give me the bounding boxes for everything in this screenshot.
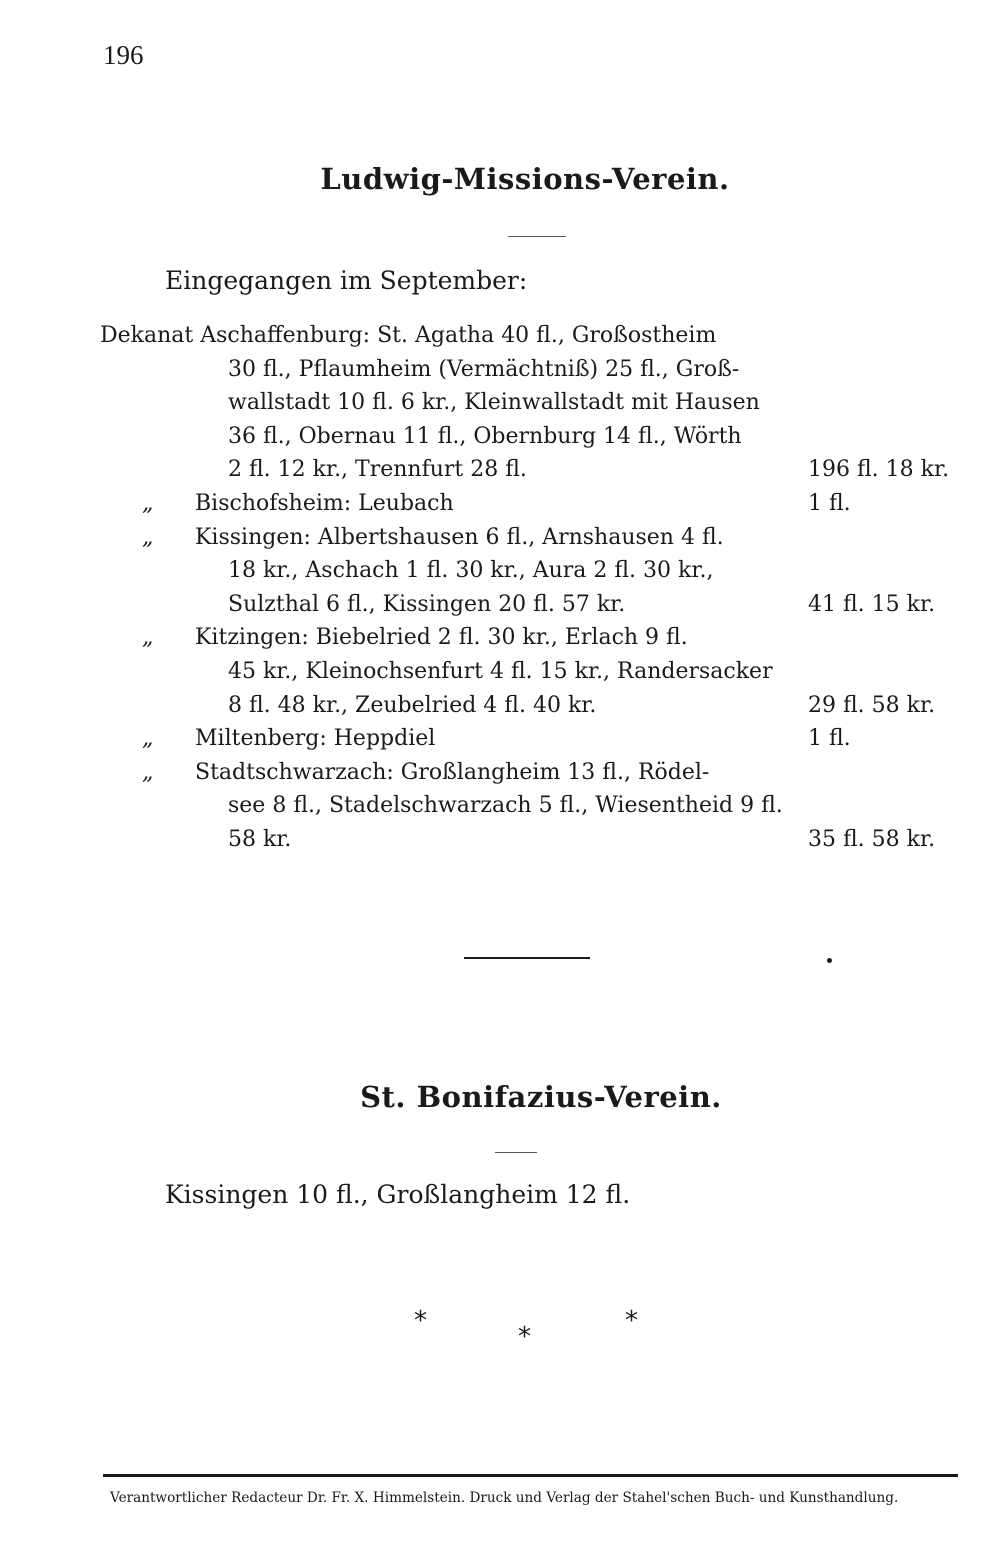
entry-text: 58 kr.: [228, 826, 292, 852]
entry-line: [100, 655, 970, 689]
section-subheading: Eingegangen im September:: [165, 266, 528, 295]
entry-text: Kitzingen: Biebelried 2 fl. 30 kr., Erlach 9 fl.: [195, 625, 688, 651]
ornament-star: *: [414, 1306, 427, 1336]
entry-line: [100, 588, 970, 622]
entry-line: [100, 453, 970, 487]
section-title-ludwig-missions-verein: Ludwig-Missions-Verein.: [320, 162, 730, 196]
entry-amount: 29 fl. 58 kr.: [808, 692, 936, 718]
entry-line: [100, 823, 970, 857]
ditto-mark: „: [142, 759, 154, 785]
entry-line: [100, 386, 970, 420]
ditto-mark: „: [142, 726, 154, 752]
entry-text: 30 fl., Pflaumheim (Vermächtniß) 25 fl., Groß-: [228, 356, 740, 382]
ornament-star: *: [625, 1306, 638, 1336]
entry-text: 36 fl., Obernau 11 fl., Obernburg 14 fl., Wörth: [228, 423, 742, 449]
entry-text: Miltenberg: Heppdiel: [195, 726, 436, 752]
footer-rule: [103, 1474, 958, 1477]
entry-line: [100, 621, 970, 655]
title-squiggle: [495, 1152, 537, 1153]
entry-text: wallstadt 10 fl. 6 kr., Kleinwallstadt mit Hausen: [228, 390, 760, 416]
entry-text: Kissingen: Albertshausen 6 fl., Arnshausen 4 fl.: [195, 524, 724, 550]
entry-text: 45 kr., Kleinochsenfurt 4 fl. 15 kr., Randersacker: [228, 658, 773, 684]
entry-amount: 35 fl. 58 kr.: [808, 826, 936, 852]
entry-amount: 1 fl.: [808, 490, 851, 516]
entry-text: Stadtschwarzach: Großlangheim 13 fl., Rödel-: [195, 759, 710, 785]
entry-text: Dekanat Aschaffenburg: St. Agatha 40 fl., Großostheim: [100, 323, 717, 348]
entry-text: 18 kr., Aschach 1 fl. 30 kr., Aura 2 fl. 30 kr.,: [228, 558, 714, 584]
entry-line: [100, 689, 970, 723]
ornament-star: *: [518, 1322, 531, 1352]
entry-line: [100, 487, 970, 521]
entry-line: [100, 756, 970, 790]
entry-text: Sulzthal 6 fl., Kissingen 20 fl. 57 kr.: [228, 591, 626, 617]
section-divider: [464, 957, 590, 959]
entry-amount: 1 fl.: [808, 726, 851, 752]
entry-line: [100, 319, 970, 353]
entry-amount: 196 fl. 18 kr.: [808, 457, 950, 483]
entry-line: [100, 420, 970, 454]
title-squiggle: [508, 236, 566, 237]
entry-line: [100, 789, 970, 823]
entry-amount: 41 fl. 15 kr.: [808, 591, 936, 617]
page-number: 196: [103, 40, 144, 70]
ditto-mark: „: [142, 524, 154, 550]
entry-line: [100, 353, 970, 387]
entry-text: 8 fl. 48 kr., Zeubelried 4 fl. 40 kr.: [228, 692, 597, 718]
footer-imprint: Verantwortlicher Redacteur Dr. Fr. X. Himmelstein. Druck und Verlag der Stahel'schen Buch- und Kunsthandlung.: [110, 1490, 899, 1506]
donation-entries: [100, 319, 970, 857]
entry-text: Bischofsheim: Leubach: [195, 490, 454, 516]
entry-text: 2 fl. 12 kr., Trennfurt 28 fl.: [228, 457, 527, 483]
stray-dot: [827, 958, 832, 963]
entry-text: see 8 fl., Stadelschwarzach 5 fl., Wiesentheid 9 fl.: [228, 793, 783, 819]
ditto-mark: „: [142, 625, 154, 651]
entry-line: [100, 722, 970, 756]
entry-line: [100, 521, 970, 555]
bonifazius-entry: Kissingen 10 fl., Großlangheim 12 fl.: [165, 1180, 631, 1209]
ditto-mark: „: [142, 490, 154, 516]
entry-line: [100, 554, 970, 588]
section-title-st-bonifazius-verein: St. Bonifazius-Verein.: [360, 1080, 722, 1114]
